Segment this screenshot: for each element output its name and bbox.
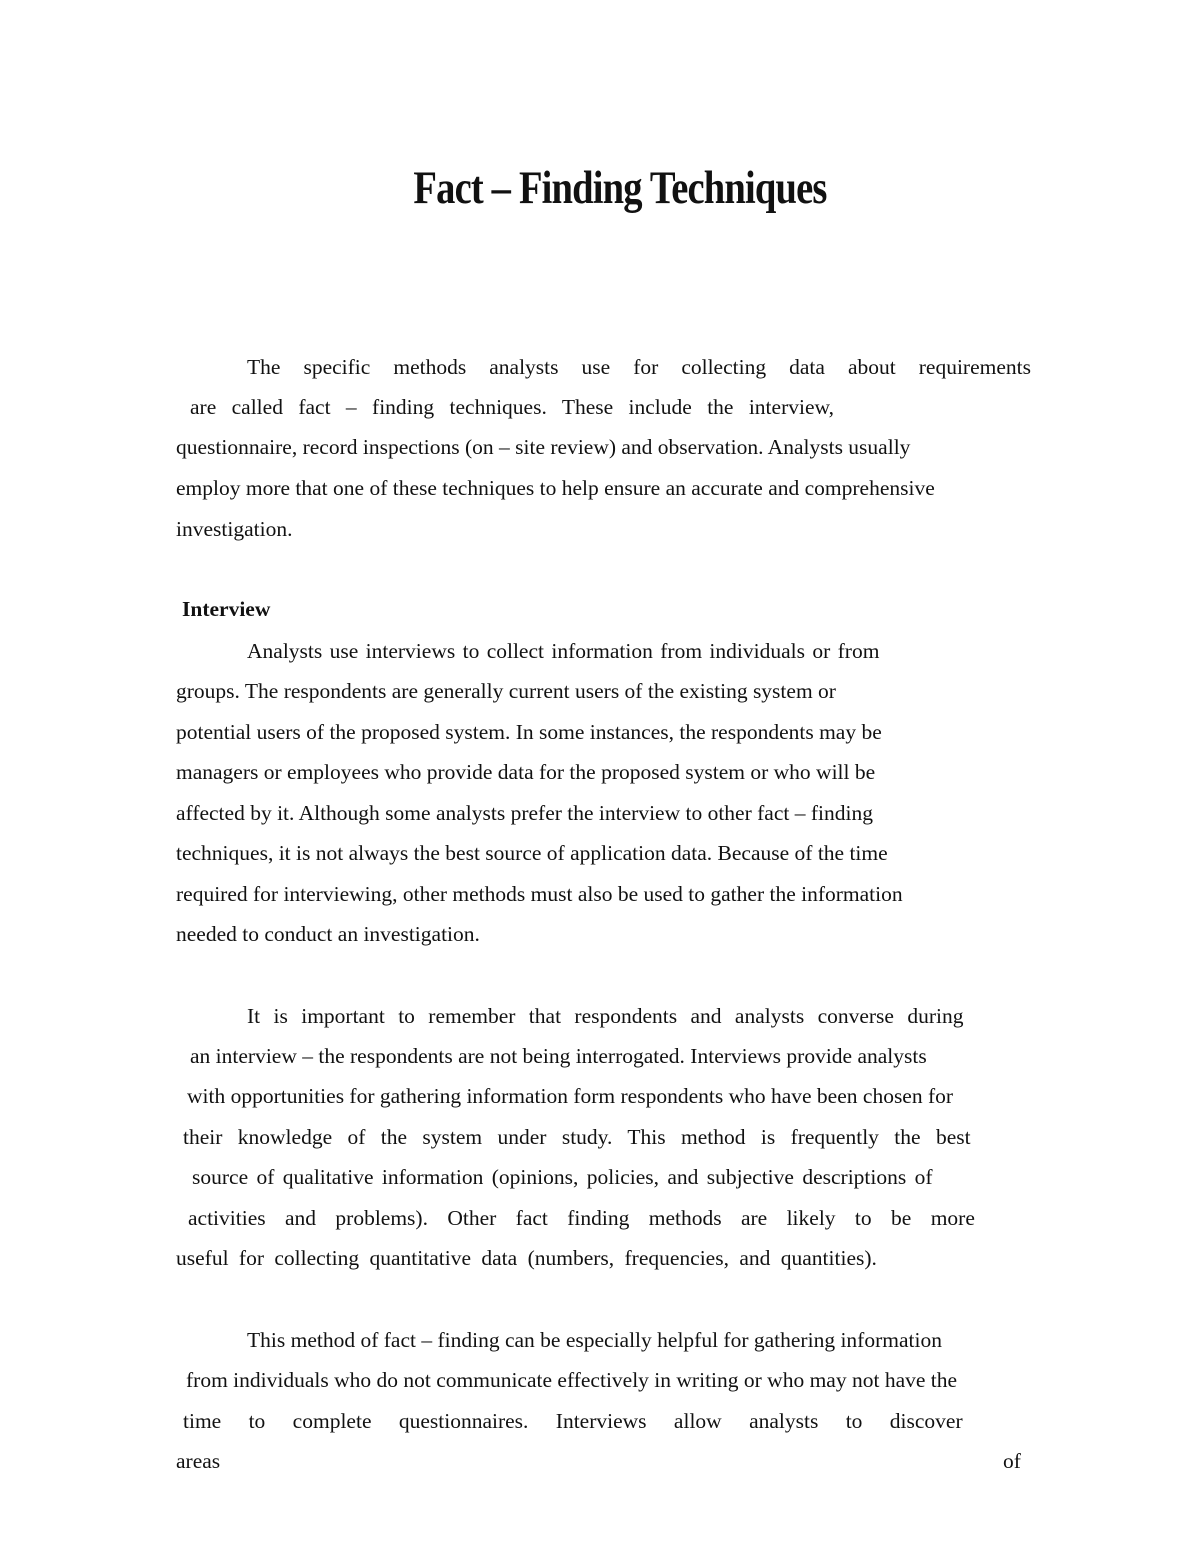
para1-line-7: required for interviewing, other methods must also be used to gather the information (176, 882, 903, 906)
para1-line-6: techniques, it is not always the best source of application data. Because of the time (176, 841, 888, 865)
intro-line-3: questionnaire, record inspections (on – site review) and observation. Analysts usually (176, 435, 911, 459)
intro-line-1: The specific methods analysts use for collecting data about requirements (247, 355, 1031, 379)
intro-line-4: employ more that one of these techniques to help ensure an accurate and comprehensive (176, 476, 935, 500)
para1-line-2: groups. The respondents are generally current users of the existing system or (176, 679, 836, 703)
para2-line-6: activities and problems). Other fact finding methods are likely to be more (188, 1206, 975, 1230)
para1-line-5: affected by it. Although some analysts prefer the interview to other fact – finding (176, 801, 873, 825)
para3-line-5: of (1003, 1449, 1021, 1473)
intro-line-2: are called fact – finding techniques. These include the interview, (190, 395, 835, 419)
para1-line-3: potential users of the proposed system. In some instances, the respondents may be (176, 720, 882, 744)
para1-line-4: managers or employees who provide data for the proposed system or who will be (176, 760, 876, 784)
para2-line-2: an interview – the respondents are not being interrogated. Interviews provide analysts (190, 1044, 927, 1068)
para2-line-7: useful for collecting quantitative data (numbers, frequencies, and quantities). (176, 1246, 877, 1270)
page-title: Fact – Finding Techniques (413, 162, 827, 214)
section-heading-interview: Interview (182, 597, 271, 621)
para3-line-3: time to complete questionnaires. Interviews allow analysts to discover (183, 1409, 963, 1433)
para2-line-5: source of qualitative information (opinions, policies, and subjective descriptions of (192, 1165, 933, 1189)
para3-line-1: This method of fact – finding can be especially helpful for gathering information (247, 1328, 942, 1352)
para3-line-4: areas (176, 1449, 221, 1473)
para2-line-1: It is important to remember that respondents and analysts converse during (247, 1004, 964, 1028)
intro-line-5: investigation. (176, 517, 293, 541)
para3-line-2: from individuals who do not communicate effectively in writing or who may not have the (186, 1368, 958, 1392)
para1-line-8: needed to conduct an investigation. (176, 922, 480, 946)
para2-line-4: their knowledge of the system under study. This method is frequently the best (183, 1125, 971, 1149)
para2-line-3: with opportunities for gathering information form respondents who have been chosen for (187, 1084, 954, 1108)
para1-line-1: Analysts use interviews to collect information from individuals or from (247, 639, 880, 663)
